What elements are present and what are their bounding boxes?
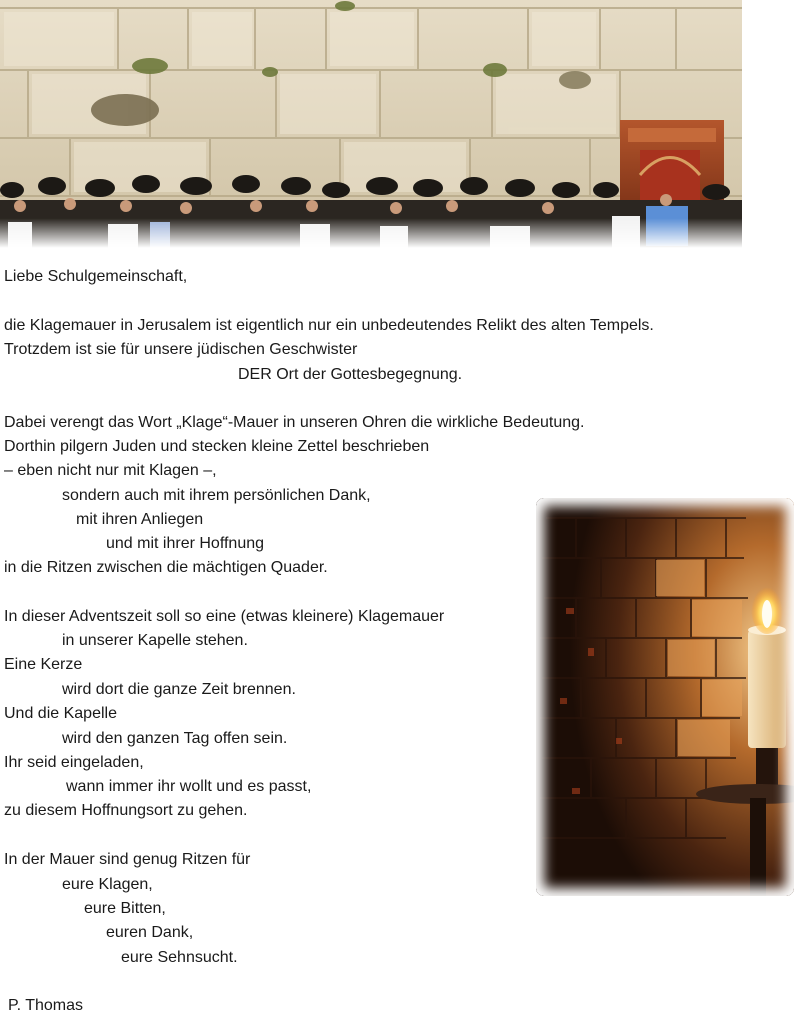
candle-wall-image	[536, 498, 794, 896]
salutation: Liebe Schulgemeinschaft,	[4, 268, 188, 285]
paragraph-3-line-8: wann immer ihr wollt und es passt,	[66, 778, 312, 795]
paragraph-2-line-6: und mit ihrer Hoffnung	[106, 535, 265, 552]
paragraph-4-line-1: In der Mauer sind genug Ritzen für	[4, 851, 251, 868]
paragraph-2-line-1: Dabei verengt das Wort „Klage“-Mauer in unseren Ohren die wirkliche Bedeutung.	[4, 414, 585, 431]
paragraph-3-line-1: In dieser Adventszeit soll so eine (etwas kleinere) Klagemauer	[4, 608, 445, 625]
paragraph-3-line-2: in unserer Kapelle stehen.	[62, 632, 248, 649]
paragraph-2-line-7: in die Ritzen zwischen die mächtigen Quader.	[4, 559, 328, 576]
candle-wall-photo	[536, 498, 794, 896]
paragraph-2-line-5: mit ihren Anliegen	[76, 511, 204, 528]
paragraph-3-line-3: Eine Kerze	[4, 656, 83, 673]
paragraph-2-line-2: Dorthin pilgern Juden und stecken kleine Zettel beschrieben	[4, 438, 430, 455]
paragraph-1-line-2: Trotzdem ist sie für unsere jüdischen Geschwister	[4, 341, 358, 358]
paragraph-1-line-1: die Klagemauer in Jerusalem ist eigentlich nur ein unbedeutendes Relikt des alten Tempels.	[4, 317, 654, 334]
paragraph-3-line-7: Ihr seid eingeladen,	[4, 754, 144, 771]
signature: P. Thomas	[8, 997, 84, 1014]
paragraph-3-line-6: wird den ganzen Tag offen sein.	[62, 730, 288, 747]
paragraph-4-line-5: eure Sehnsucht.	[121, 949, 238, 966]
paragraph-3-line-4: wird dort die ganze Zeit brennen.	[62, 681, 296, 698]
paragraph-2-line-3: – eben nicht nur mit Klagen –,	[4, 462, 217, 479]
paragraph-3-line-9: zu diesem Hoffnungsort zu gehen.	[4, 802, 248, 819]
paragraph-3-line-5: Und die Kapelle	[4, 705, 117, 722]
paragraph-1-line-3: DER Ort der Gottesbegegnung.	[238, 366, 463, 383]
paragraph-4-line-4: euren Dank,	[106, 924, 194, 941]
paragraph-4-line-2: eure Klagen,	[62, 876, 153, 893]
paragraph-4-line-3: eure Bitten,	[84, 900, 166, 917]
paragraph-2-line-4: sondern auch mit ihrem persönlichen Dank,	[62, 487, 371, 504]
